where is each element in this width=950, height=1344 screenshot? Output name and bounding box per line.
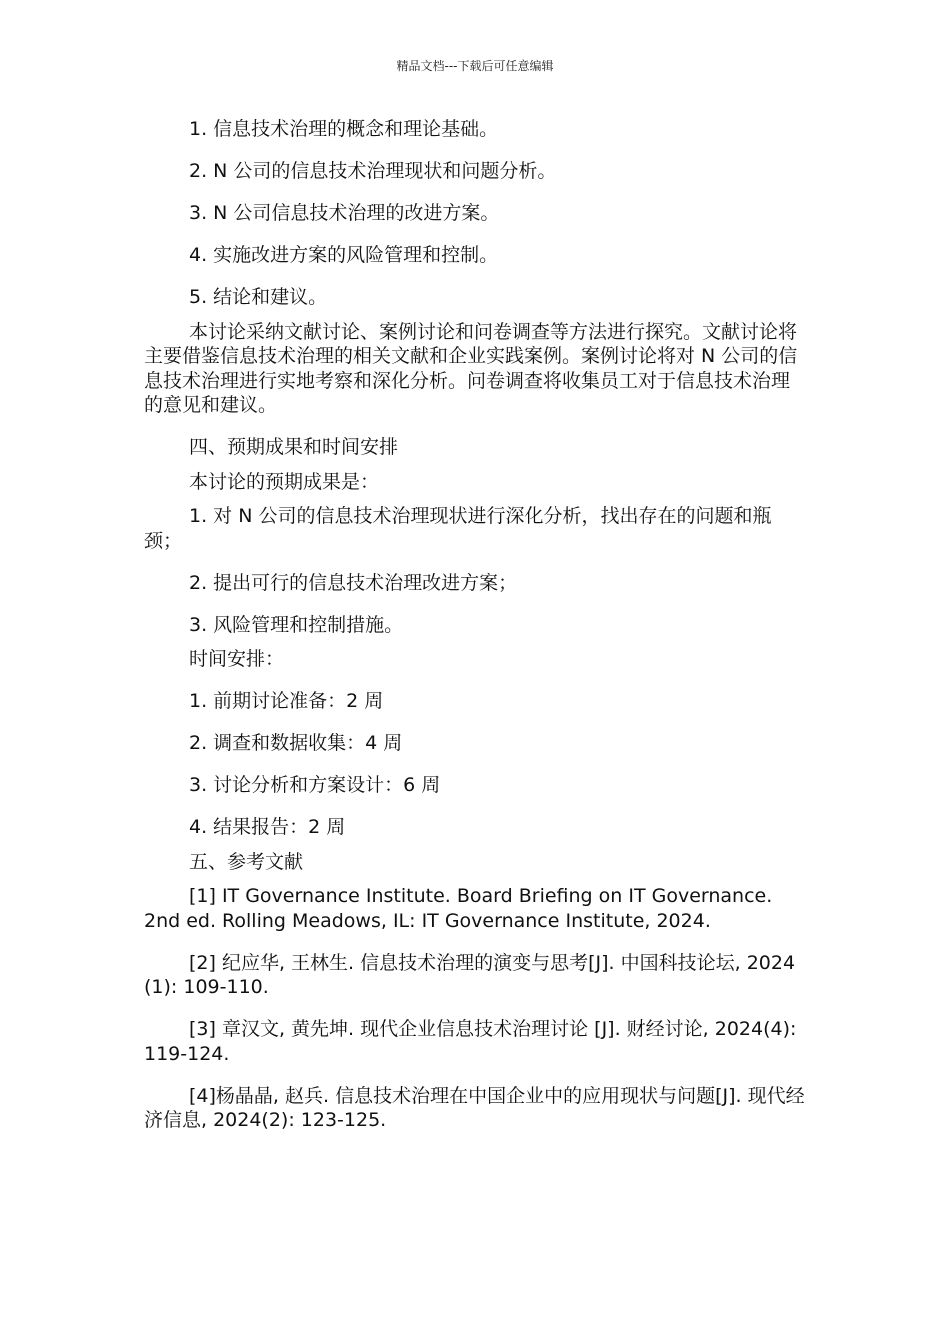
outline-item: 1. 信息技术治理的概念和理论基础。 <box>189 118 499 140</box>
reference-item: [4]杨晶晶, 赵兵. 信息技术治理在中国企业中的应用现状与问题[J]. 现代经济信息, 2024(2): 123-125. <box>144 1084 805 1131</box>
result-item: 2. 提出可行的信息技术治理改进方案； <box>189 571 518 594</box>
results-intro: 本讨论的预期成果是： <box>189 470 380 493</box>
methods-paragraph: 本讨论采纳文献讨论、案例讨论和问卷调查等方法进行探究。文献讨论将主要借鉴信息技术治理的相关文献和企业实践案例。案例讨论将对 N 公司的信息技术治理进行实地考察和深化分析。问卷调查将收集员工对于信息技术治理的意见和建议。 <box>144 320 798 416</box>
schedule-item: 2. 调查和数据收集：4 周 <box>189 732 403 754</box>
reference-item: [1] IT Governance Institute. Board Briefing on IT Governance. 2nd ed. Rolling Meadows, IL: IT Governance Institute, 2024. <box>144 885 773 932</box>
result-item: 3. 风险管理和控制措施。 <box>189 613 404 636</box>
outline-item: 5. 结论和建议。 <box>189 286 328 308</box>
outline-item: 2. N 公司的信息技术治理现状和问题分析。 <box>189 160 557 182</box>
outline-item: 3. N 公司信息技术治理的改进方案。 <box>189 202 500 224</box>
outline-item: 4. 实施改进方案的风险管理和控制。 <box>189 244 499 266</box>
section-heading: 五、参考文献 <box>189 850 304 873</box>
schedule-item: 4. 结果报告：2 周 <box>189 816 346 838</box>
reference-item: [2] 纪应华, 王林生. 信息技术治理的演变与思考[J]. 中国科技论坛, 2024 (1): 109-110. <box>144 951 796 998</box>
section-heading: 四、预期成果和时间安排 <box>189 436 399 458</box>
page-header: 精品文档---下载后可任意编辑 <box>396 59 554 73</box>
schedule-intro: 时间安排： <box>189 648 285 670</box>
schedule-item: 3. 讨论分析和方案设计：6 周 <box>189 774 441 796</box>
result-item: 1. 对 N 公司的信息技术治理现状进行深化分析，找出存在的问题和瓶颈； <box>144 505 772 552</box>
reference-item: [3] 章汉文, 黄先坤. 现代企业信息技术治理讨论 [J]. 财经讨论, 2024(4): 119-124. <box>144 1018 797 1065</box>
document-body <box>144 117 806 1150</box>
schedule-item: 1. 前期讨论准备：2 周 <box>189 690 384 712</box>
